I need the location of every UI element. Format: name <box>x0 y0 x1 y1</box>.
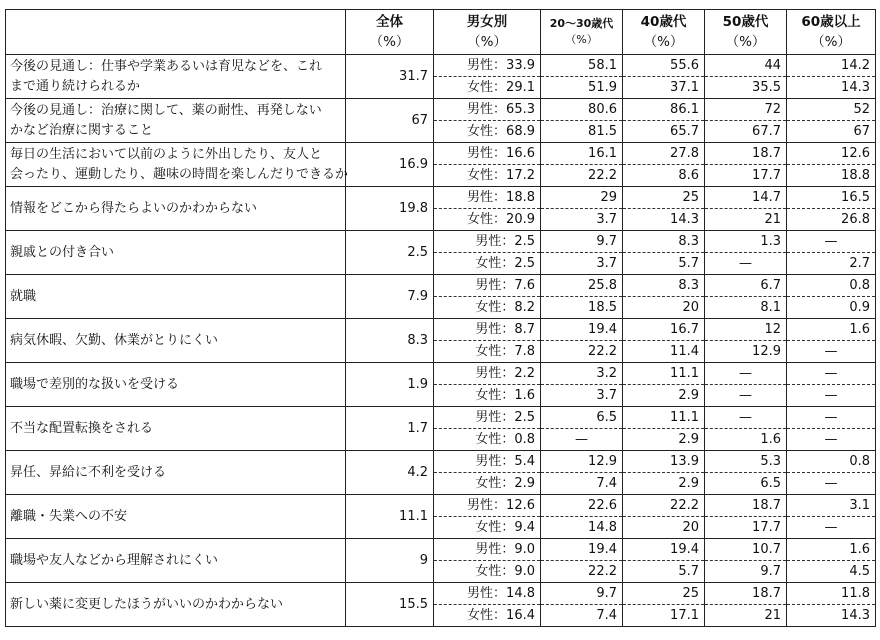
header-label: 20～30歳代 <box>549 17 614 30</box>
age-value: 11.1 <box>623 407 705 429</box>
age-value: 12 <box>705 319 787 341</box>
header-age-20-30 <box>541 10 623 55</box>
gender-value: 男性：2.5 <box>434 407 541 429</box>
header-unit: （%） <box>811 34 851 50</box>
gender-value: 女性：16.4 <box>434 605 541 627</box>
age-value: 14.3 <box>787 77 876 99</box>
gender-value: 男性：2.5 <box>434 231 541 253</box>
header-row <box>6 10 876 55</box>
gender-value: 女性：1.6 <box>434 385 541 407</box>
row-total: 1.7 <box>346 407 434 451</box>
row-total: 15.5 <box>346 583 434 627</box>
age-value: 1.6 <box>787 319 876 341</box>
row-total: 11.1 <box>346 495 434 539</box>
age-value: 18.8 <box>787 165 876 187</box>
gender-value: 女性：2.9 <box>434 473 541 495</box>
gender-value: 女性：2.5 <box>434 253 541 275</box>
gender-value: 男性：65.3 <box>434 99 541 121</box>
row-label-line: 毎日の生活において以前のように外出したり、友人と <box>10 146 323 162</box>
row-label <box>6 583 346 627</box>
table-row-male <box>6 407 876 429</box>
row-label-line: 親戚との付き合い <box>10 244 115 260</box>
age-value: 2.9 <box>623 385 705 407</box>
header-age-60plus <box>787 10 876 55</box>
age-value: 7.4 <box>541 605 623 627</box>
age-value: 3.7 <box>541 253 623 275</box>
age-value: — <box>705 253 787 275</box>
age-value: — <box>705 363 787 385</box>
row-total: 67 <box>346 99 434 143</box>
gender-value: 男性：14.8 <box>434 583 541 605</box>
gender-value: 男性：33.9 <box>434 55 541 77</box>
row-label-line: 職場で差別的な扱いを受ける <box>10 376 180 392</box>
age-value: 19.4 <box>541 319 623 341</box>
age-value: 20 <box>623 297 705 319</box>
age-value: 14.3 <box>787 605 876 627</box>
age-value: 18.7 <box>705 495 787 517</box>
age-value: — <box>541 429 623 451</box>
age-value: 8.3 <box>623 275 705 297</box>
table-row-male <box>6 275 876 297</box>
age-value: 27.8 <box>623 143 705 165</box>
age-value: 37.1 <box>623 77 705 99</box>
gender-value: 女性：29.1 <box>434 77 541 99</box>
row-label <box>6 495 346 539</box>
age-value: 14.7 <box>705 187 787 209</box>
age-value: 22.6 <box>541 495 623 517</box>
age-value: 3.2 <box>541 363 623 385</box>
age-value: 14.8 <box>541 517 623 539</box>
header-label: 40歳代 <box>640 14 687 30</box>
age-value: 13.9 <box>623 451 705 473</box>
age-value: 3.7 <box>541 209 623 231</box>
header-unit: （%） <box>725 34 766 50</box>
age-value: 81.5 <box>541 121 623 143</box>
age-value: 80.6 <box>541 99 623 121</box>
row-label <box>6 143 349 187</box>
table-row-male <box>6 451 876 473</box>
age-value: 20 <box>623 517 705 539</box>
table-row-male <box>6 187 876 209</box>
header-total <box>346 10 434 55</box>
age-value: 14.3 <box>623 209 705 231</box>
row-label-line: 今後の見通し：仕事や学業あるいは育児などを、これ <box>10 58 323 74</box>
age-value: 0.8 <box>787 451 876 473</box>
table-row-male <box>6 495 876 517</box>
row-label-line: 職場や友人などから理解されにくい <box>10 552 219 568</box>
age-value: 16.1 <box>541 143 623 165</box>
age-value: — <box>787 429 876 451</box>
age-value: 22.2 <box>541 561 623 583</box>
header-label: 男女別 <box>466 14 508 30</box>
gender-value: 女性：8.2 <box>434 297 541 319</box>
age-value: 5.7 <box>623 561 705 583</box>
age-value: 18.7 <box>705 583 787 605</box>
row-total: 16.9 <box>346 143 434 187</box>
age-value: 21 <box>705 605 787 627</box>
age-value: 1.3 <box>705 231 787 253</box>
age-value: 11.4 <box>623 341 705 363</box>
age-value: — <box>787 385 876 407</box>
header-unit: （%） <box>369 34 410 50</box>
row-total: 7.9 <box>346 275 434 319</box>
age-value: 16.5 <box>787 187 876 209</box>
age-value: 67.7 <box>705 121 787 143</box>
age-value: 18.5 <box>541 297 623 319</box>
gender-value: 男性：8.7 <box>434 319 541 341</box>
gender-value: 男性：16.6 <box>434 143 541 165</box>
row-label-line: 情報をどこから得たらよいのかわからない <box>10 200 258 216</box>
row-label <box>6 451 346 495</box>
age-value: 9.7 <box>541 583 623 605</box>
age-value: 16.7 <box>623 319 705 341</box>
age-value: 22.2 <box>623 495 705 517</box>
gender-value: 女性：20.9 <box>434 209 541 231</box>
row-label <box>6 275 346 319</box>
age-value: 17.1 <box>623 605 705 627</box>
age-value: 4.5 <box>787 561 876 583</box>
gender-value: 女性：17.2 <box>434 165 541 187</box>
gender-value: 男性：12.6 <box>434 495 541 517</box>
gender-value: 女性：0.8 <box>434 429 541 451</box>
age-value: 1.6 <box>787 539 876 561</box>
age-value: 10.7 <box>705 539 787 561</box>
gender-value: 女性：7.8 <box>434 341 541 363</box>
table-row-male <box>6 55 876 77</box>
table-row-male <box>6 231 876 253</box>
age-value: 25.8 <box>541 275 623 297</box>
row-label-line: かなど治療に関すること <box>10 122 154 138</box>
table-row-male <box>6 539 876 561</box>
row-total: 19.8 <box>346 187 434 231</box>
age-value: 9.7 <box>705 561 787 583</box>
age-value: 8.3 <box>623 231 705 253</box>
age-value: 5.7 <box>623 253 705 275</box>
row-label <box>6 363 346 407</box>
age-value: 51.9 <box>541 77 623 99</box>
age-value: 29 <box>541 187 623 209</box>
age-value: — <box>787 363 876 385</box>
header-gender <box>434 10 541 55</box>
row-label-line: 不当な配置転換をされる <box>10 420 154 436</box>
age-value: — <box>787 231 876 253</box>
age-value: 18.7 <box>705 143 787 165</box>
age-value: 2.9 <box>623 473 705 495</box>
row-total: 9 <box>346 539 434 583</box>
age-value: 21 <box>705 209 787 231</box>
row-label-line: まで通り続けられるか <box>10 78 141 94</box>
gender-value: 女性：68.9 <box>434 121 541 143</box>
age-value: 25 <box>623 187 705 209</box>
header-label: 50歳代 <box>722 14 769 30</box>
table-row-male <box>6 99 876 121</box>
table-row-male <box>6 363 876 385</box>
age-value: — <box>787 517 876 539</box>
header-label: 全体 <box>376 14 403 30</box>
age-value: 3.7 <box>541 385 623 407</box>
age-value: 1.6 <box>705 429 787 451</box>
row-label <box>6 55 346 99</box>
age-value: 12.9 <box>541 451 623 473</box>
header-item <box>6 10 346 55</box>
age-value: 52 <box>787 99 876 121</box>
row-label <box>6 187 346 231</box>
age-value: 22.2 <box>541 165 623 187</box>
age-value: 14.2 <box>787 55 876 77</box>
row-label <box>6 99 346 143</box>
age-value: 7.4 <box>541 473 623 495</box>
gender-value: 男性：9.0 <box>434 539 541 561</box>
age-value: 11.1 <box>623 363 705 385</box>
header-unit: （%） <box>643 34 684 50</box>
age-value: 0.8 <box>787 275 876 297</box>
age-value: 65.7 <box>623 121 705 143</box>
table-row-male <box>6 143 876 165</box>
age-value: — <box>787 473 876 495</box>
age-value: 6.5 <box>541 407 623 429</box>
age-value: 26.8 <box>787 209 876 231</box>
gender-value: 男性：7.6 <box>434 275 541 297</box>
age-value: 6.7 <box>705 275 787 297</box>
age-value: 11.8 <box>787 583 876 605</box>
survey-table <box>5 9 876 627</box>
header-unit: （%） <box>467 34 507 50</box>
row-total: 1.9 <box>346 363 434 407</box>
gender-value: 男性：2.2 <box>434 363 541 385</box>
row-label-line: 今後の見通し：治療に関して、薬の耐性、再発しない <box>10 102 322 118</box>
gender-value: 女性：9.4 <box>434 517 541 539</box>
row-label-line: 会ったり、運動したり、趣味の時間を楽しんだりできるか <box>10 166 349 182</box>
age-value: 67 <box>787 121 876 143</box>
age-value: 17.7 <box>705 165 787 187</box>
age-value: 55.6 <box>623 55 705 77</box>
age-value: 8.6 <box>623 165 705 187</box>
age-value: 19.4 <box>623 539 705 561</box>
table-body <box>6 55 876 627</box>
gender-value: 女性：9.0 <box>434 561 541 583</box>
row-label <box>6 539 346 583</box>
age-value: 25 <box>623 583 705 605</box>
age-value: 12.6 <box>787 143 876 165</box>
age-value: 44 <box>705 55 787 77</box>
row-label <box>6 319 346 363</box>
row-total: 8.3 <box>346 319 434 363</box>
row-total: 31.7 <box>346 55 434 99</box>
age-value: — <box>705 385 787 407</box>
header-age-40 <box>623 10 705 55</box>
age-value: — <box>705 407 787 429</box>
age-value: 8.1 <box>705 297 787 319</box>
age-value: 2.7 <box>787 253 876 275</box>
age-value: 17.7 <box>705 517 787 539</box>
table-row-male <box>6 319 876 341</box>
age-value: 22.2 <box>541 341 623 363</box>
row-label <box>6 407 346 451</box>
header-unit: （%） <box>565 33 598 46</box>
age-value: 58.1 <box>541 55 623 77</box>
age-value: — <box>787 407 876 429</box>
gender-value: 男性：18.8 <box>434 187 541 209</box>
row-label-line: 離職・失業への不安 <box>10 508 128 524</box>
gender-value: 男性：5.4 <box>434 451 541 473</box>
age-value: 9.7 <box>541 231 623 253</box>
row-total: 2.5 <box>346 231 434 275</box>
table-row-male <box>6 583 876 605</box>
age-value: 0.9 <box>787 297 876 319</box>
row-label-line: 新しい薬に変更したほうがいいのかわからない <box>10 596 284 612</box>
age-value: 72 <box>705 99 787 121</box>
row-label-line: 病気休暇、欠勤、休業がとりにくい <box>10 332 219 348</box>
row-total: 4.2 <box>346 451 434 495</box>
age-value: 6.5 <box>705 473 787 495</box>
age-value: 19.4 <box>541 539 623 561</box>
row-label-line: 昇任、昇給に不利を受ける <box>10 464 167 480</box>
age-value: 86.1 <box>623 99 705 121</box>
row-label-line: 就職 <box>10 288 37 304</box>
age-value: 2.9 <box>623 429 705 451</box>
age-value: 5.3 <box>705 451 787 473</box>
age-value: 35.5 <box>705 77 787 99</box>
row-label <box>6 231 346 275</box>
age-value: 12.9 <box>705 341 787 363</box>
age-value: 3.1 <box>787 495 876 517</box>
header-label: 60歳以上 <box>801 14 861 30</box>
header-age-50 <box>705 10 787 55</box>
age-value: — <box>787 341 876 363</box>
